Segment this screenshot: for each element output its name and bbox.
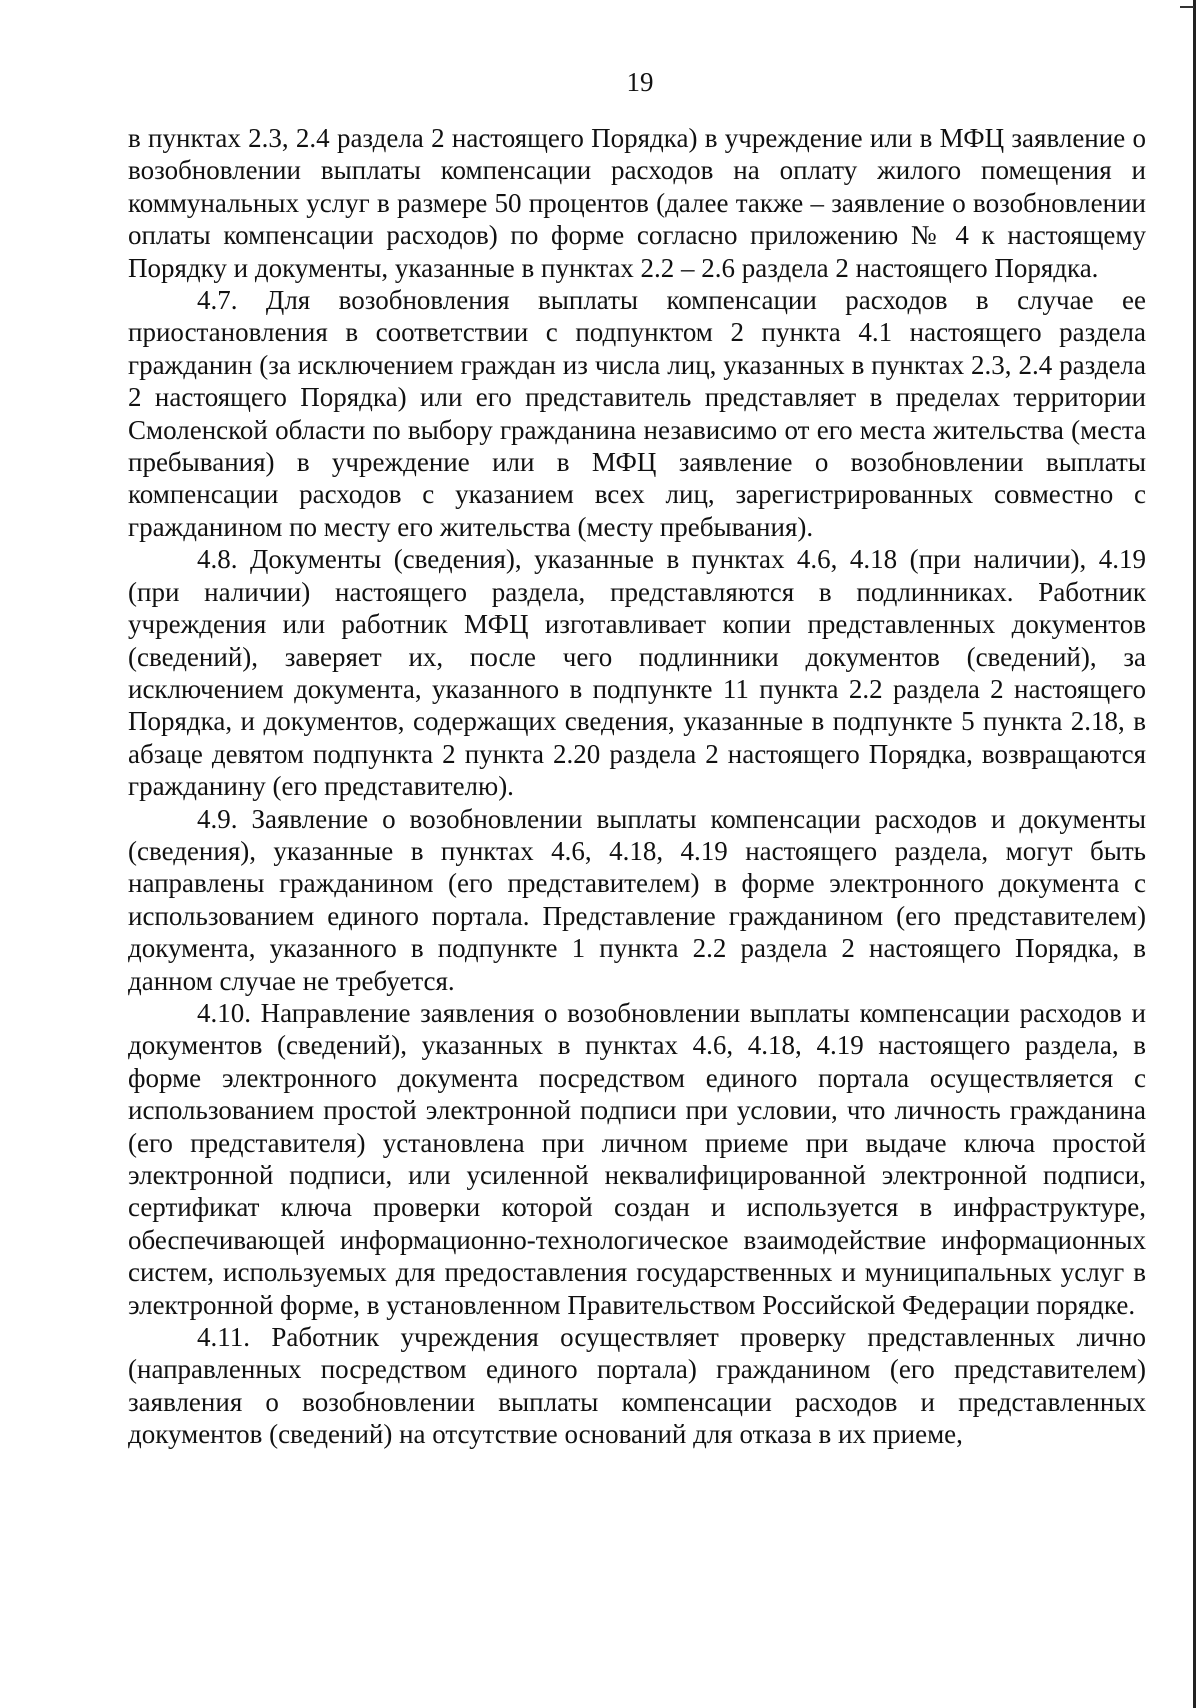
paragraph-4-9: 4.9. Заявление о возобновлении выплаты компенсации расходов и документы (сведения), указанные в пунктах 4.6, 4.18, 4.19 настоящего раздела, могут быть направлены гражданином (его представителем) в форме электронного документа с использованием единого портала. Представление гражданином (его представителем) документа, указанного в подпункте 1 пункта 2.2 раздела 2 настоящего Порядка, в данном случае не требуется.: [128, 803, 1146, 996]
scan-corner-mark: [1180, 0, 1194, 8]
page-number: 19: [626, 67, 654, 97]
body-text: [128, 122, 1146, 1451]
paragraph-4-11: 4.11. Работник учреждения осуществляет проверку представленных лично (направленных посредством единого портала) гражданином (его представителем) заявления о возобновлении выплаты компенсации расходов и представленных документов (сведений) на отсутствие оснований для отказа в их приеме,: [128, 1322, 1146, 1450]
paragraph-4-8: 4.8. Документы (сведения), указанные в пунктах 4.6, 4.18 (при наличии), 4.19 (при наличии) настоящего раздела, представляются в подлинниках. Работник учреждения или работник МФЦ изготавливает копии представленных документов (сведений), заверяет их, после чего подлинники документов (сведений), за исключением документа, указанного в подпункте 11 пункта 2.2 раздела 2 настоящего Порядка, и документов, содержащих сведения, указанные в подпункте 5 пункта 2.18, в абзаце девятом подпункта 2 пункта 2.20 раздела 2 настоящего Порядка, возвращаются гражданину (его представителю).: [128, 544, 1146, 802]
scan-edge-line: [1193, 0, 1196, 1708]
paragraph-continuation: в пунктах 2.3, 2.4 раздела 2 настоящего Порядка) в учреждение или в МФЦ заявление о возобновлении выплаты компенсации расходов на оплату жилого помещения и коммунальных услуг в размере 50 процентов (далее также – заявление о возобновлении оплаты компенсации расходов) по форме согласно приложению № 4 к настоящему Порядку и документы, указанные в пунктах 2.2 – 2.6 раздела 2 настоящего Порядка.: [128, 123, 1146, 283]
paragraph-4-10: 4.10. Направление заявления о возобновлении выплаты компенсации расходов и документов (сведений), указанных в пунктах 4.6, 4.18, 4.19 настоящего раздела, в форме электронного документа посредством единого портала осуществляется с использованием простой электронной подписи при условии, что личность гражданина (его представителя) установлена при личном приеме при выдаче ключа простой электронной подписи, или усиленной неквалифицированной электронной подписи, сертификат ключа проверки которой создан и используется в инфраструктуре, обеспечивающей информационно-технологическое взаимодействие информационных систем, используемых для предоставления государственных и муниципальных услуг в электронной форме, в установленном Правительством Российской Федерации порядке.: [128, 997, 1146, 1320]
paragraph-4-7: 4.7. Для возобновления выплаты компенсации расходов в случае ее приостановления в соответствии с подпунктом 2 пункта 4.1 настоящего раздела гражданин (за исключением граждан из числа лиц, указанных в пунктах 2.3, 2.4 раздела 2 настоящего Порядка) или его представитель представляет в пределах территории Смоленской области по выбору гражданина независимо от его места жительства (места пребывания) в учреждение или в МФЦ заявление о возобновлении выплаты компенсации расходов с указанием всех лиц, зарегистрированных совместно с гражданином по месту его жительства (месту пребывания).: [128, 285, 1146, 542]
